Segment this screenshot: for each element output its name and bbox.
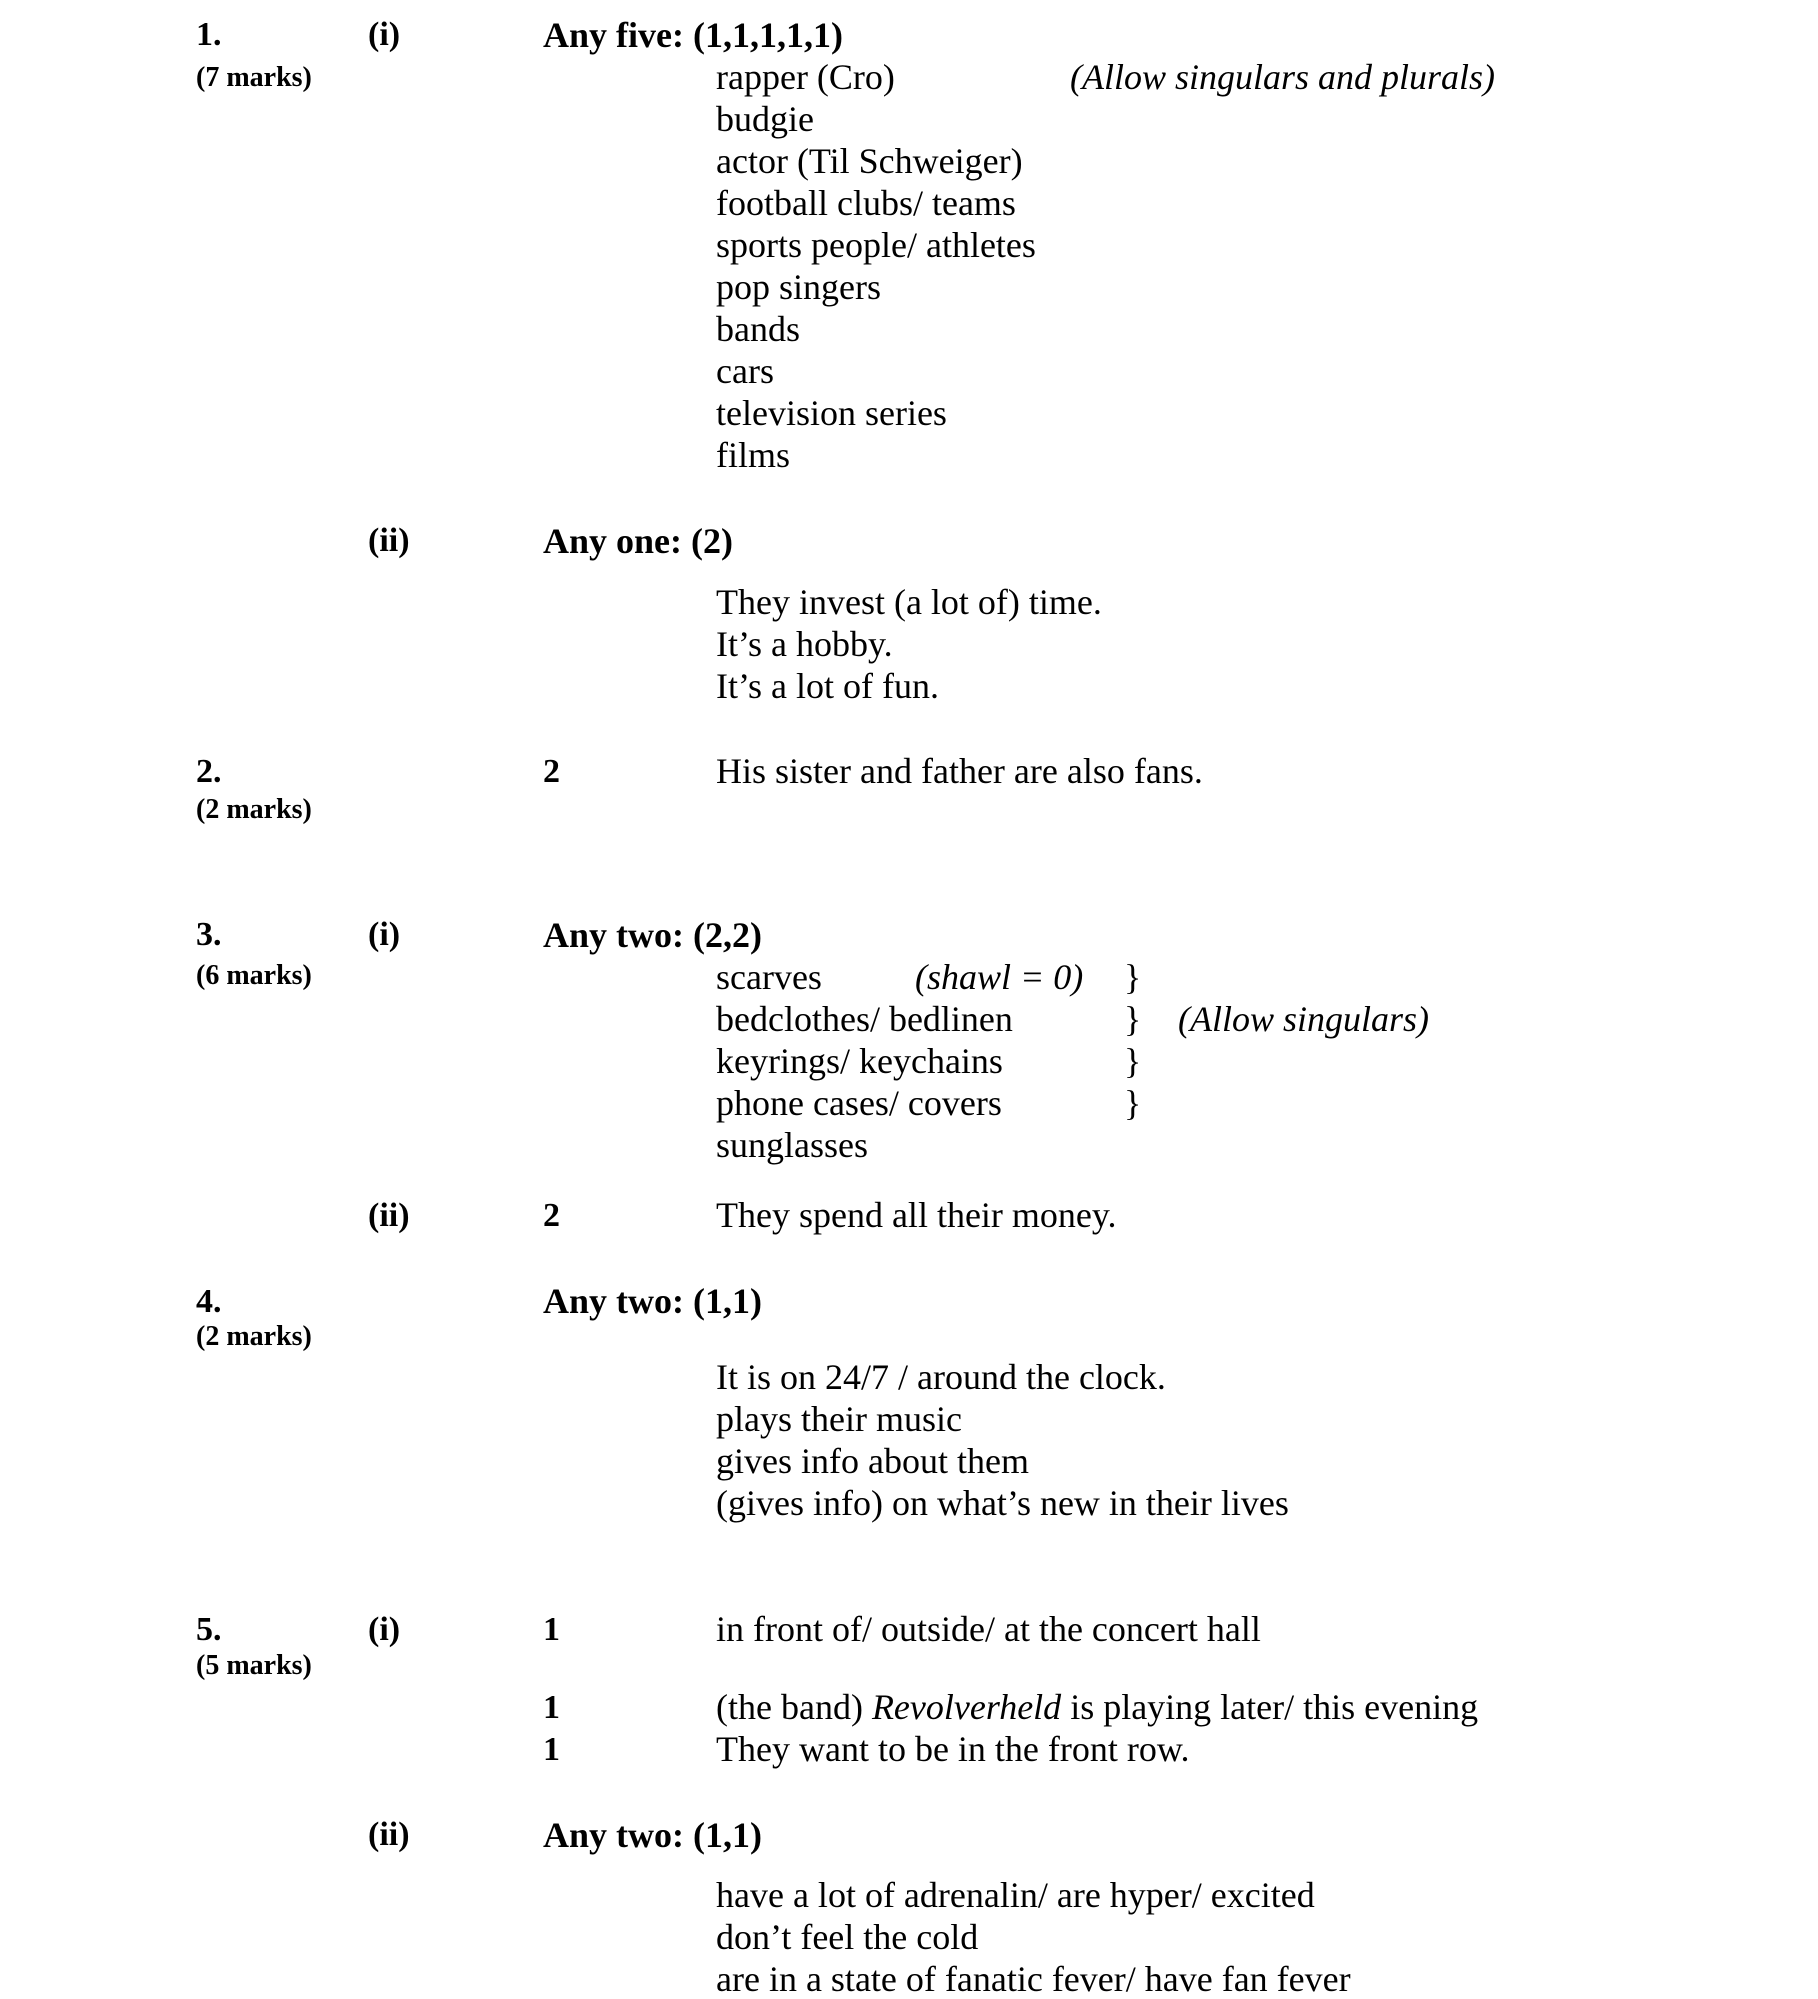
answer-item: phone cases/ covers	[716, 1083, 1002, 1123]
question-5-row-value: 1	[543, 1611, 560, 1648]
answer-item: sunglasses	[716, 1125, 868, 1165]
answer-item: pop singers	[716, 267, 881, 307]
question-2-number: 2.	[196, 753, 222, 790]
answer-item: His sister and father are also fans.	[716, 751, 1203, 791]
answer-item: plays their music	[716, 1399, 962, 1439]
answer-item: don’t feel the cold	[716, 1917, 979, 1957]
question-4-marks: (2 marks)	[196, 1321, 312, 1352]
answer-item: cars	[716, 351, 774, 391]
brace-mark: }	[1124, 957, 1142, 997]
question-1-part-ii-label: (ii)	[368, 522, 410, 559]
question-3-part-ii-label: (ii)	[368, 1197, 410, 1234]
answer-item	[716, 1689, 1478, 1725]
answer-item: gives info about them	[716, 1441, 1029, 1481]
answer-item: rapper (Cro)	[716, 57, 895, 97]
brace-mark: }	[1124, 1041, 1142, 1081]
answer-item: It is on 24/7 / around the clock.	[716, 1357, 1166, 1397]
answer-item: bands	[716, 309, 800, 349]
question-3-part-i-rule: Any two: (2,2)	[543, 915, 762, 955]
answer-item: in front of/ outside/ at the concert hall	[716, 1609, 1261, 1649]
question-1-part-i-note: (Allow singulars and plurals)	[1070, 57, 1496, 97]
brace-mark: }	[1124, 999, 1142, 1039]
answer-suffix: is playing later/ this evening	[1061, 1687, 1479, 1727]
question-5-part-i-label: (i)	[368, 1611, 401, 1648]
answer-item: sports people/ athletes	[716, 225, 1036, 265]
brace-mark: }	[1124, 1083, 1142, 1123]
answer-item: It’s a lot of fun.	[716, 666, 939, 706]
answer-item: are in a state of fanatic fever/ have fan fever	[716, 1959, 1351, 1999]
question-3-part-i-label: (i)	[368, 916, 401, 953]
answer-item: films	[716, 435, 791, 475]
answer-item: (gives info) on what’s new in their lives	[716, 1483, 1289, 1523]
answer-item: scarves	[716, 957, 822, 997]
question-1-marks: (7 marks)	[196, 62, 312, 93]
question-3-marks: (6 marks)	[196, 960, 312, 991]
question-1-part-i-label: (i)	[368, 16, 401, 53]
question-5-part-ii-label: (ii)	[368, 1816, 410, 1853]
answer-item: It’s a hobby.	[716, 624, 893, 664]
answer-item: football clubs/ teams	[716, 183, 1016, 223]
answer-item: They want to be in the front row.	[716, 1729, 1190, 1769]
question-5-number: 5.	[196, 1611, 222, 1648]
question-1-part-ii-rule: Any one: (2)	[543, 521, 733, 561]
answer-item: budgie	[716, 99, 814, 139]
question-5-row-value: 1	[543, 1731, 560, 1768]
shawl-note: (shawl = 0)	[915, 957, 1084, 997]
answer-item: actor (Til Schweiger)	[716, 141, 1023, 181]
answer-item: television series	[716, 393, 947, 433]
singulars-note: (Allow singulars)	[1178, 999, 1430, 1039]
question-4-number: 4.	[196, 1283, 222, 1320]
question-5-marks: (5 marks)	[196, 1650, 312, 1681]
question-1-part-i-rule: Any five: (1,1,1,1,1)	[543, 15, 843, 55]
question-4-rule: Any two: (1,1)	[543, 1281, 762, 1321]
answer-item: They invest (a lot of) time.	[716, 582, 1102, 622]
question-5-row-value: 1	[543, 1689, 560, 1726]
question-2-value: 2	[543, 753, 560, 790]
answer-prefix: (the band)	[716, 1687, 872, 1727]
question-3-number: 3.	[196, 916, 222, 953]
answer-item: keyrings/ keychains	[716, 1041, 1003, 1081]
question-5-part-ii-rule: Any two: (1,1)	[543, 1815, 762, 1855]
answer-item: bedclothes/ bedlinen	[716, 999, 1013, 1039]
question-3-part-ii-value: 2	[543, 1197, 560, 1234]
question-1-number: 1.	[196, 16, 222, 53]
band-name: Revolverheld	[871, 1687, 1062, 1727]
answer-item: have a lot of adrenalin/ are hyper/ excited	[716, 1875, 1315, 1915]
question-2-marks: (2 marks)	[196, 794, 312, 825]
answer-item: They spend all their money.	[716, 1195, 1117, 1235]
